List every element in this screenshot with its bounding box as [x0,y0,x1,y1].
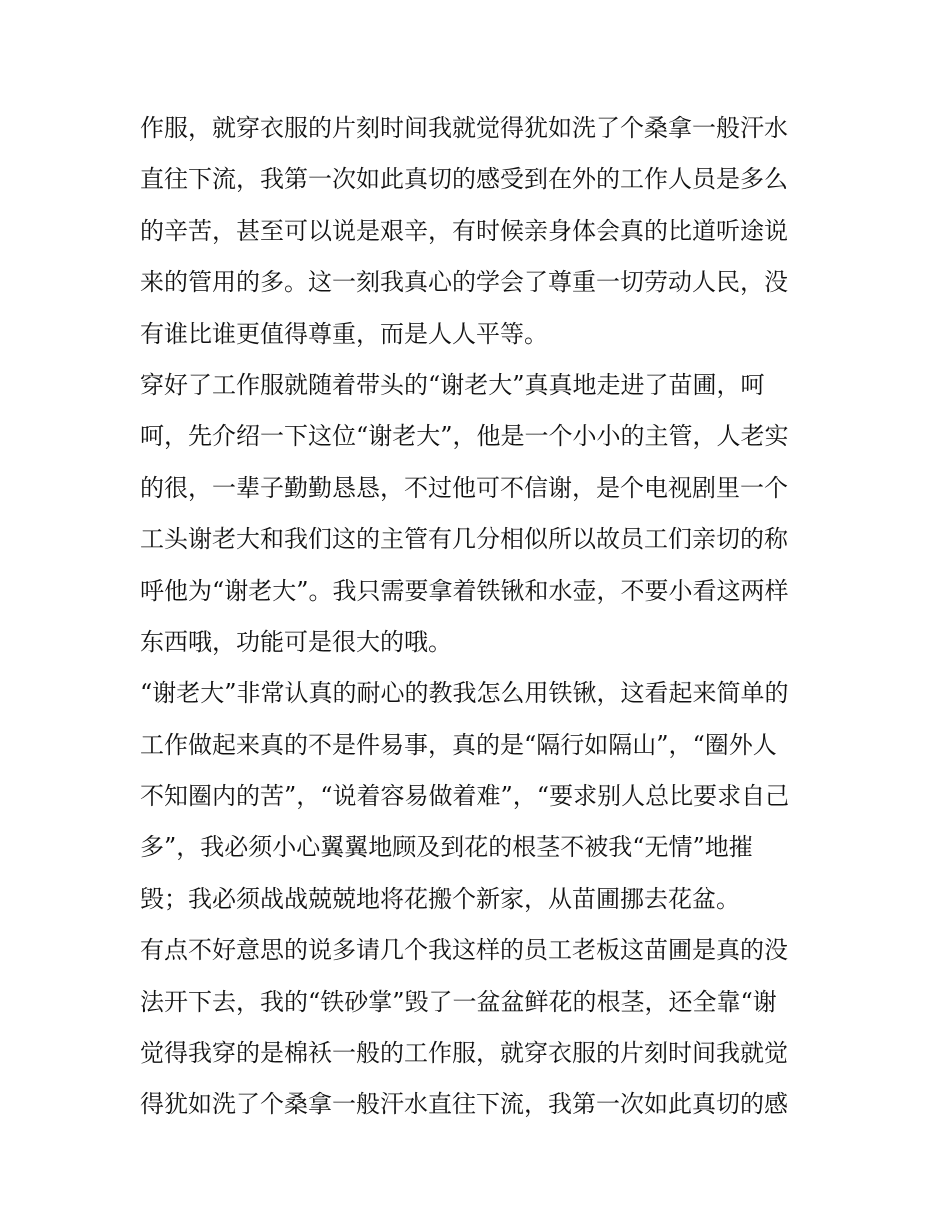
text-line: 来的管用的多。这一刻我真心的学会了尊重一切劳动人民，没 [140,268,788,297]
text-line: 工作做起来真的不是件易事，真的是“隔行如隔山”，“圈外人 [140,730,777,759]
text-line: 直往下流，我第一次如此真切的感受到在外的工作人员是多么 [140,165,788,194]
text-line: 的辛苦，甚至可以说是艰辛，有时候亲身体会真的比道听途说 [140,216,788,245]
text-line: 不知圈内的苦”，“说着容易做着难”，“要求别人总比要求自己 [140,782,790,811]
text-line: 法开下去，我的“铁砂掌”毁了一盆盆鲜花的根茎，还全靠“谢 [140,987,777,1016]
text-line: 多”，我必须小心翼翼地顾及到花的根茎不被我“无情”地摧 [140,833,753,862]
text-line: 工头谢老大和我们这的主管有几分相似所以故员工们亲切的称 [140,525,788,554]
text-line: 作服，就穿衣服的片刻时间我就觉得犹如洗了个桑拿一般汗水 [140,114,788,142]
text-line: “谢老大”非常认真的耐心的教我怎么用铁锹，这看起来简单的 [140,679,789,708]
text-line: 呼他为“谢老大”。我只需要拿着铁锹和水壶，不要小看这两样 [140,576,789,605]
body-text [140,103,820,1131]
text-line: 有点不好意思的说多请几个我这样的员工老板这苗圃是真的没 [140,936,788,965]
text-line: 有谁比谁更值得尊重，而是人人平等。 [140,319,548,348]
text-line: 东西哦，功能可是很大的哦。 [140,627,452,656]
text-line: 呵，先介绍一下这位“谢老大”，他是一个小小的主管，人老实 [140,422,789,451]
text-line: 穿好了工作服就随着带头的“谢老大”真真地走进了苗圃，呵 [140,370,765,399]
text-line: 觉得我穿的是棉袄一般的工作服，就穿衣服的片刻时间我就觉 [140,1039,788,1068]
text-line: 得犹如洗了个桑拿一般汗水直往下流，我第一次如此真切的感 [140,1090,788,1119]
text-line: 毁；我必须战战兢兢地将花搬个新家，从苗圃挪去花盆。 [140,884,740,913]
text-line: 的很，一辈子勤勤恳恳，不过他可不信谢，是个电视剧里一个 [140,473,788,502]
